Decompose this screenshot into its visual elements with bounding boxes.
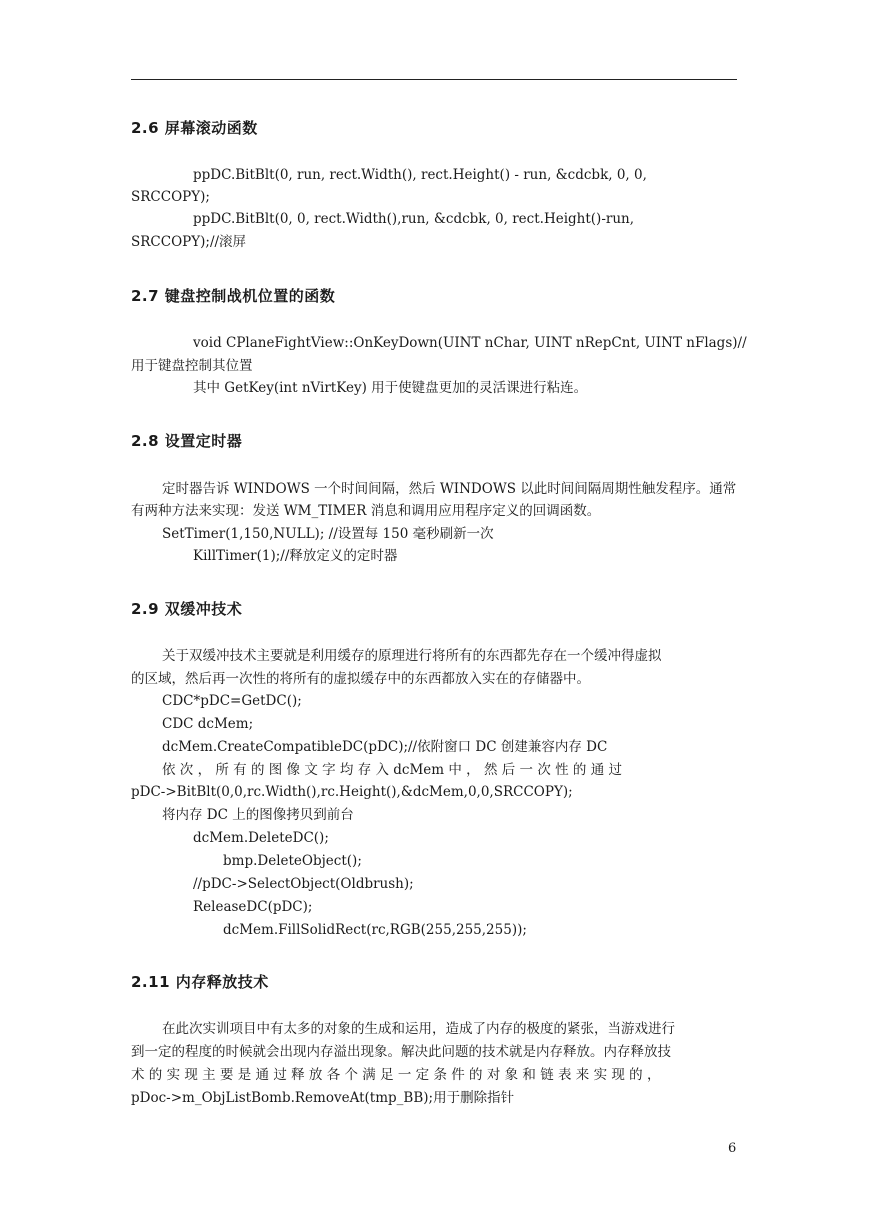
body-text: 依 次 ， 所 有 的 图 像 文 字 均 存 入 dcMem 中 ， 然 后 一 次 性 的 通 过 — [162, 762, 623, 778]
body-text: 关于双缓冲技术主要就是利用缓存的原理进行将所有的东西都先存在一个缓冲得虚拟 — [162, 648, 662, 664]
code-line: SetTimer(1,150,NULL); //设置每 150 毫秒刷新一次 — [162, 526, 494, 542]
code-line: bmp.DeleteObject(); — [223, 853, 362, 869]
section-heading-2-7: 2.7 键盘控制战机位置的函数 — [131, 287, 336, 305]
code-line: CDC dcMem; — [162, 716, 254, 732]
code-line: ppDC.BitBlt(0, 0, rect.Width(),run, &cdcbk, 0, rect.Height()-run, — [193, 211, 635, 227]
body-text: 定时器告诉 WINDOWS 一个时间间隔，然后 WINDOWS 以此时间间隔周期性触发程序。通常 — [162, 481, 737, 497]
code-line: void CPlaneFightView::OnKeyDown(UINT nChar, UINT nRepCnt, UINT nFlags)// — [193, 335, 747, 351]
body-text: 术 的 实 现 主 要 是 通 过 释 放 各 个 满 足 一 定 条 件 的 对 象 和 链 表 来 实 现 的 ， — [131, 1067, 661, 1083]
code-line: ppDC.BitBlt(0, run, rect.Width(), rect.Height() - run, &cdcbk, 0, 0, — [193, 167, 647, 183]
section-heading-2-6: 2.6 屏幕滚动函数 — [131, 119, 258, 137]
code-line: dcMem.FillSolidRect(rc,RGB(255,255,255)); — [223, 922, 527, 938]
body-text: 有两种方法来实现：发送 WM_TIMER 消息和调用应用程序定义的回调函数。 — [131, 503, 601, 519]
code-line: pDoc->m_ObjListBomb.RemoveAt(tmp_BB);用于删除指针 — [131, 1090, 515, 1106]
body-text: 的区域，然后再一次性的将所有的虚拟缓存中的东西都放入实在的存储器中。 — [131, 671, 590, 687]
body-text: 将内存 DC 上的图像拷贝到前台 — [162, 807, 354, 823]
code-line: CDC*pDC=GetDC(); — [162, 693, 302, 709]
body-text: 到一定的程度的时候就会出现内存溢出现象。解决此问题的技术就是内存释放。内存释放技 — [131, 1044, 671, 1060]
body-text: 其中 GetKey(int nVirtKey) 用于使键盘更加的灵活课进行粘连。 — [193, 380, 588, 396]
code-line: ReleaseDC(pDC); — [193, 899, 313, 915]
header-rule — [131, 79, 737, 80]
code-line: //pDC->SelectObject(Oldbrush); — [193, 876, 414, 892]
page-number: 6 — [728, 1141, 737, 1156]
code-line: SRCCOPY); — [131, 189, 210, 205]
code-line: dcMem.DeleteDC(); — [193, 830, 329, 846]
body-text: 在此次实训项目中有太多的对象的生成和运用，造成了内存的极度的紧张，当游戏进行 — [162, 1021, 675, 1037]
section-heading-2-11: 2.11 内存释放技术 — [131, 973, 269, 991]
section-heading-2-8: 2.8 设置定时器 — [131, 432, 243, 450]
body-text: 用于键盘控制其位置 — [131, 358, 253, 374]
code-line: SRCCOPY);//滚屏 — [131, 234, 247, 250]
code-line: pDC->BitBlt(0,0,rc.Width(),rc.Height(),&dcMem,0,0,SRCCOPY); — [131, 784, 573, 800]
code-line: dcMem.CreateCompatibleDC(pDC);//依附窗口 DC 创建兼容内存 DC — [162, 739, 608, 755]
code-line: KillTimer(1);//释放定义的定时器 — [193, 548, 398, 564]
section-heading-2-9: 2.9 双缓冲技术 — [131, 600, 243, 618]
